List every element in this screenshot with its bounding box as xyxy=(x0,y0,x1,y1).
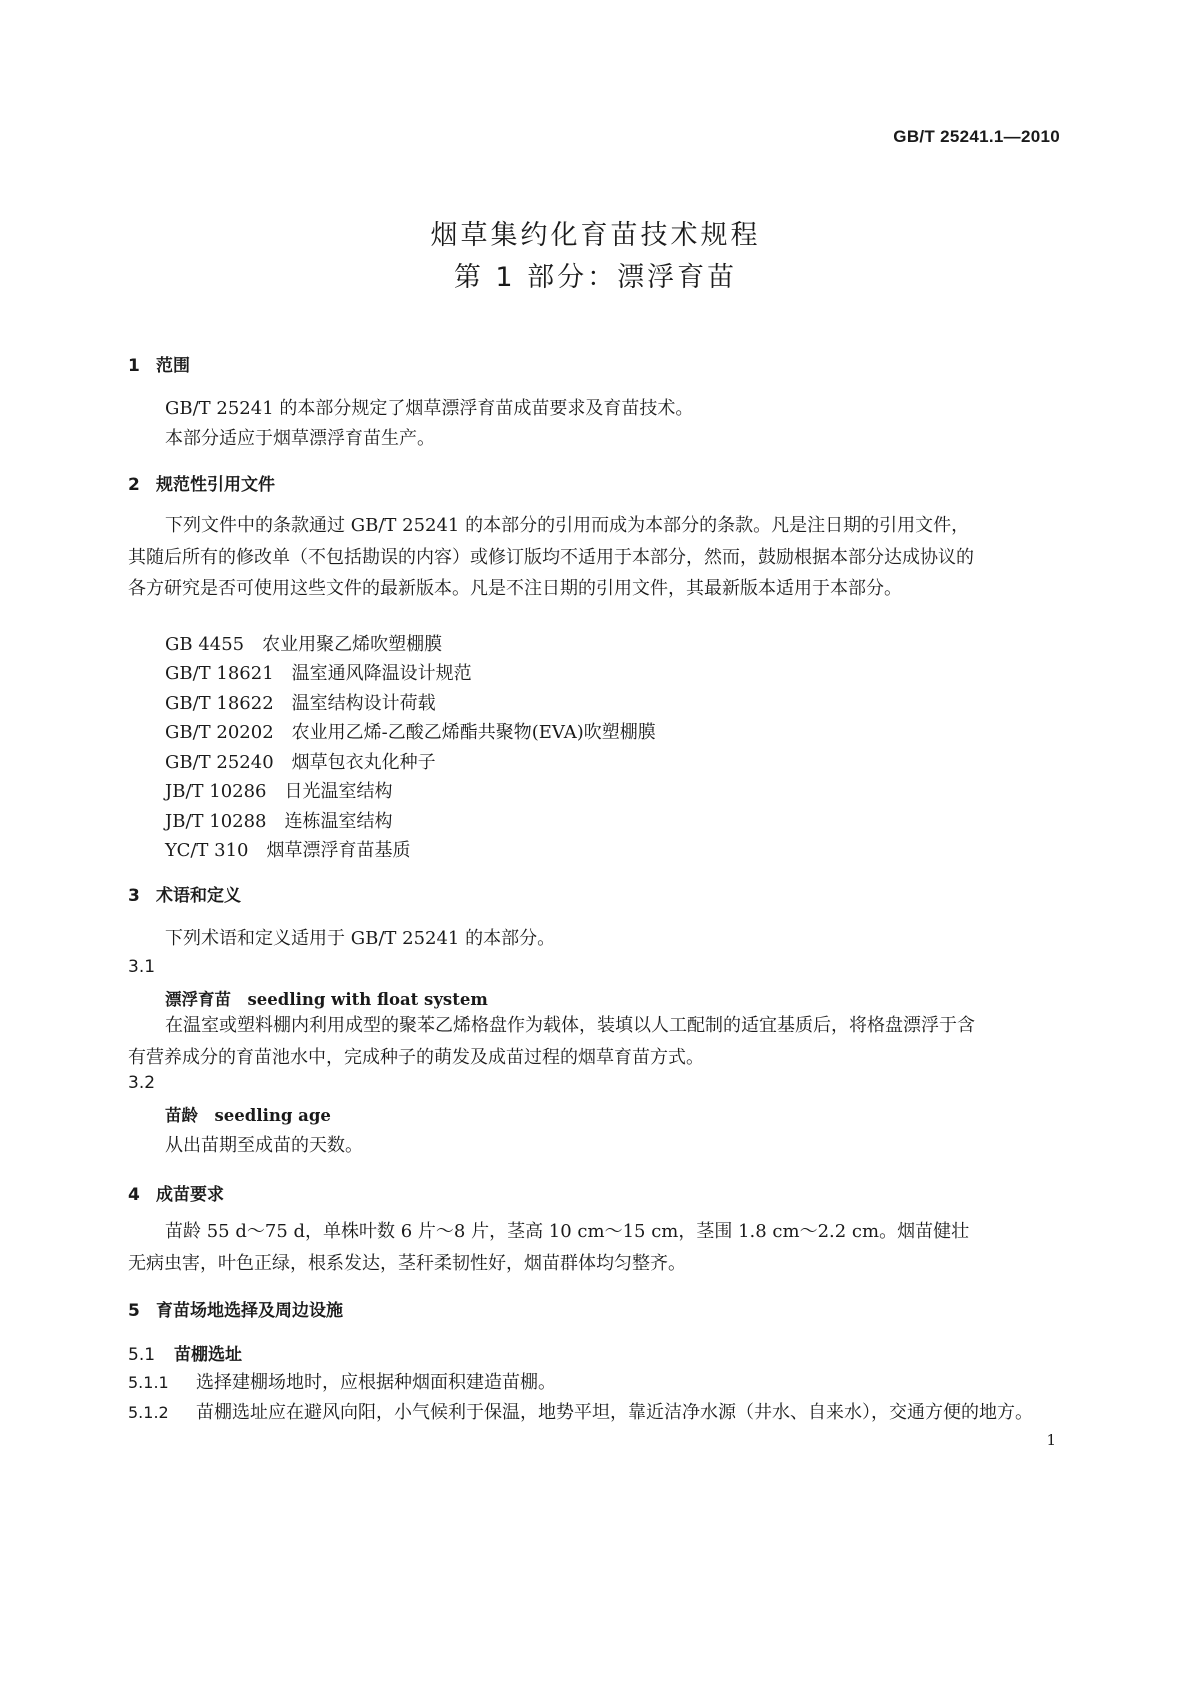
paragraph: 本部分适应于烟草漂浮育苗生产。 xyxy=(165,428,435,449)
reference-item xyxy=(165,689,436,715)
clause-number: 5.1.1 xyxy=(128,1373,169,1392)
term-definition: 在温室或塑料棚内利用成型的聚苯乙烯格盘作为载体，装填以人工配制的适宜基质后，将格盘漂浮于含有营养成分的育苗池水中，完成种子的萌发及成苗过程的烟草育苗方式。 xyxy=(128,1015,975,1068)
reference-code: GB/T 25240 xyxy=(165,752,274,773)
section-number: 4 xyxy=(128,1185,140,1205)
reference-item xyxy=(165,836,411,862)
subsection-number: 5.1 xyxy=(128,1345,156,1365)
reference-code: JB/T 10286 xyxy=(165,781,267,802)
reference-name: 农业用聚乙烯吹塑棚膜 xyxy=(262,634,443,655)
reference-name: 农业用乙烯-乙酸乙烯酯共聚物(EVA)吹塑棚膜 xyxy=(291,722,656,743)
term-chinese: 苗龄 xyxy=(165,1106,198,1125)
standard-code: GB/T 25241.1—2010 xyxy=(893,127,1060,146)
clause-text: 苗棚选址应在避风向阳，小气候利于保温，地势平坦，靠近洁净水源（井水、自来水），交通方便的地方。 xyxy=(196,1402,1033,1423)
clause-item xyxy=(128,1398,1033,1424)
term-number: 3.1 xyxy=(128,957,156,977)
paragraph: 下列术语和定义适用于 GB/T 25241 的本部分。 xyxy=(165,928,556,949)
term-english: seedling with float system xyxy=(247,990,488,1009)
term-heading xyxy=(165,986,488,1010)
reference-code: GB/T 20202 xyxy=(165,722,274,743)
reference-name: 烟草漂浮育苗基质 xyxy=(266,840,411,861)
section-title: 规范性引用文件 xyxy=(156,475,275,495)
reference-item xyxy=(165,659,472,685)
term-chinese: 漂浮育苗 xyxy=(165,990,231,1009)
document-subtitle: 第 1 部分：漂浮育苗 xyxy=(453,262,738,293)
reference-code: GB/T 18621 xyxy=(165,663,274,684)
section-3-heading xyxy=(128,881,241,906)
paragraph: 下列文件中的条款通过 GB/T 25241 的本部分的引用而成为本部分的条款。凡是注日期的引用文件，其随后所有的修改单（不包括勘误的内容）或修订版均不适用于本部分，然而，鼓励根据本部分达成协议的各方研究是否可使用这些文件的最新版本。凡是不注日期的引用文件，其最新版本适用于本部分。 xyxy=(128,515,974,600)
reference-name: 温室结构设计荷载 xyxy=(291,693,436,714)
section-5-heading xyxy=(128,1296,343,1321)
reference-item xyxy=(165,630,442,656)
term-definition: 从出苗期至成苗的天数。 xyxy=(165,1135,363,1156)
clause-number: 5.1.2 xyxy=(128,1403,169,1422)
clause-text: 选择建棚场地时，应根据种烟面积建造苗棚。 xyxy=(196,1372,556,1393)
section-2-heading xyxy=(128,470,275,495)
section-number: 1 xyxy=(128,356,140,376)
reference-name: 烟草包衣丸化种子 xyxy=(291,752,436,773)
section-title: 育苗场地选择及周边设施 xyxy=(156,1301,343,1321)
reference-name: 日光温室结构 xyxy=(284,781,393,802)
section-4-heading xyxy=(128,1180,224,1205)
reference-name: 温室通风降温设计规范 xyxy=(291,663,472,684)
document-title: 烟草集约化育苗技术规程 xyxy=(430,220,761,251)
reference-name: 连栋温室结构 xyxy=(284,811,393,832)
reference-code: GB/T 18622 xyxy=(165,693,274,714)
page-number: 1 xyxy=(1046,1431,1056,1449)
term-number: 3.2 xyxy=(128,1073,156,1093)
paragraph: 苗龄 55 d～75 d，单株叶数 6 片～8 片，茎高 10 cm～15 cm，茎围 1.8 cm～2.2 cm。烟苗健壮无病虫害，叶色正绿，根系发达，茎秆柔韧性好，烟苗群体均匀整齐。 xyxy=(128,1221,970,1274)
reference-item xyxy=(165,777,393,803)
reference-code: JB/T 10288 xyxy=(165,811,267,832)
section-title: 范围 xyxy=(156,356,190,376)
reference-item xyxy=(165,748,436,774)
term-english: seedling age xyxy=(214,1106,331,1125)
subsection-title: 苗棚选址 xyxy=(174,1345,242,1365)
paragraph: GB/T 25241 的本部分规定了烟草漂浮育苗成苗要求及育苗技术。 xyxy=(165,398,694,419)
section-number: 3 xyxy=(128,886,140,906)
section-number: 2 xyxy=(128,475,140,495)
clause-item xyxy=(128,1368,556,1394)
section-number: 5 xyxy=(128,1301,140,1321)
section-title: 术语和定义 xyxy=(156,886,241,906)
reference-code: YC/T 310 xyxy=(165,840,249,861)
reference-item xyxy=(165,718,656,744)
term-heading xyxy=(165,1102,331,1126)
subsection-heading xyxy=(128,1340,242,1365)
reference-code: GB 4455 xyxy=(165,634,245,655)
section-title: 成苗要求 xyxy=(156,1185,224,1205)
section-1-heading xyxy=(128,351,190,376)
reference-item xyxy=(165,807,393,833)
